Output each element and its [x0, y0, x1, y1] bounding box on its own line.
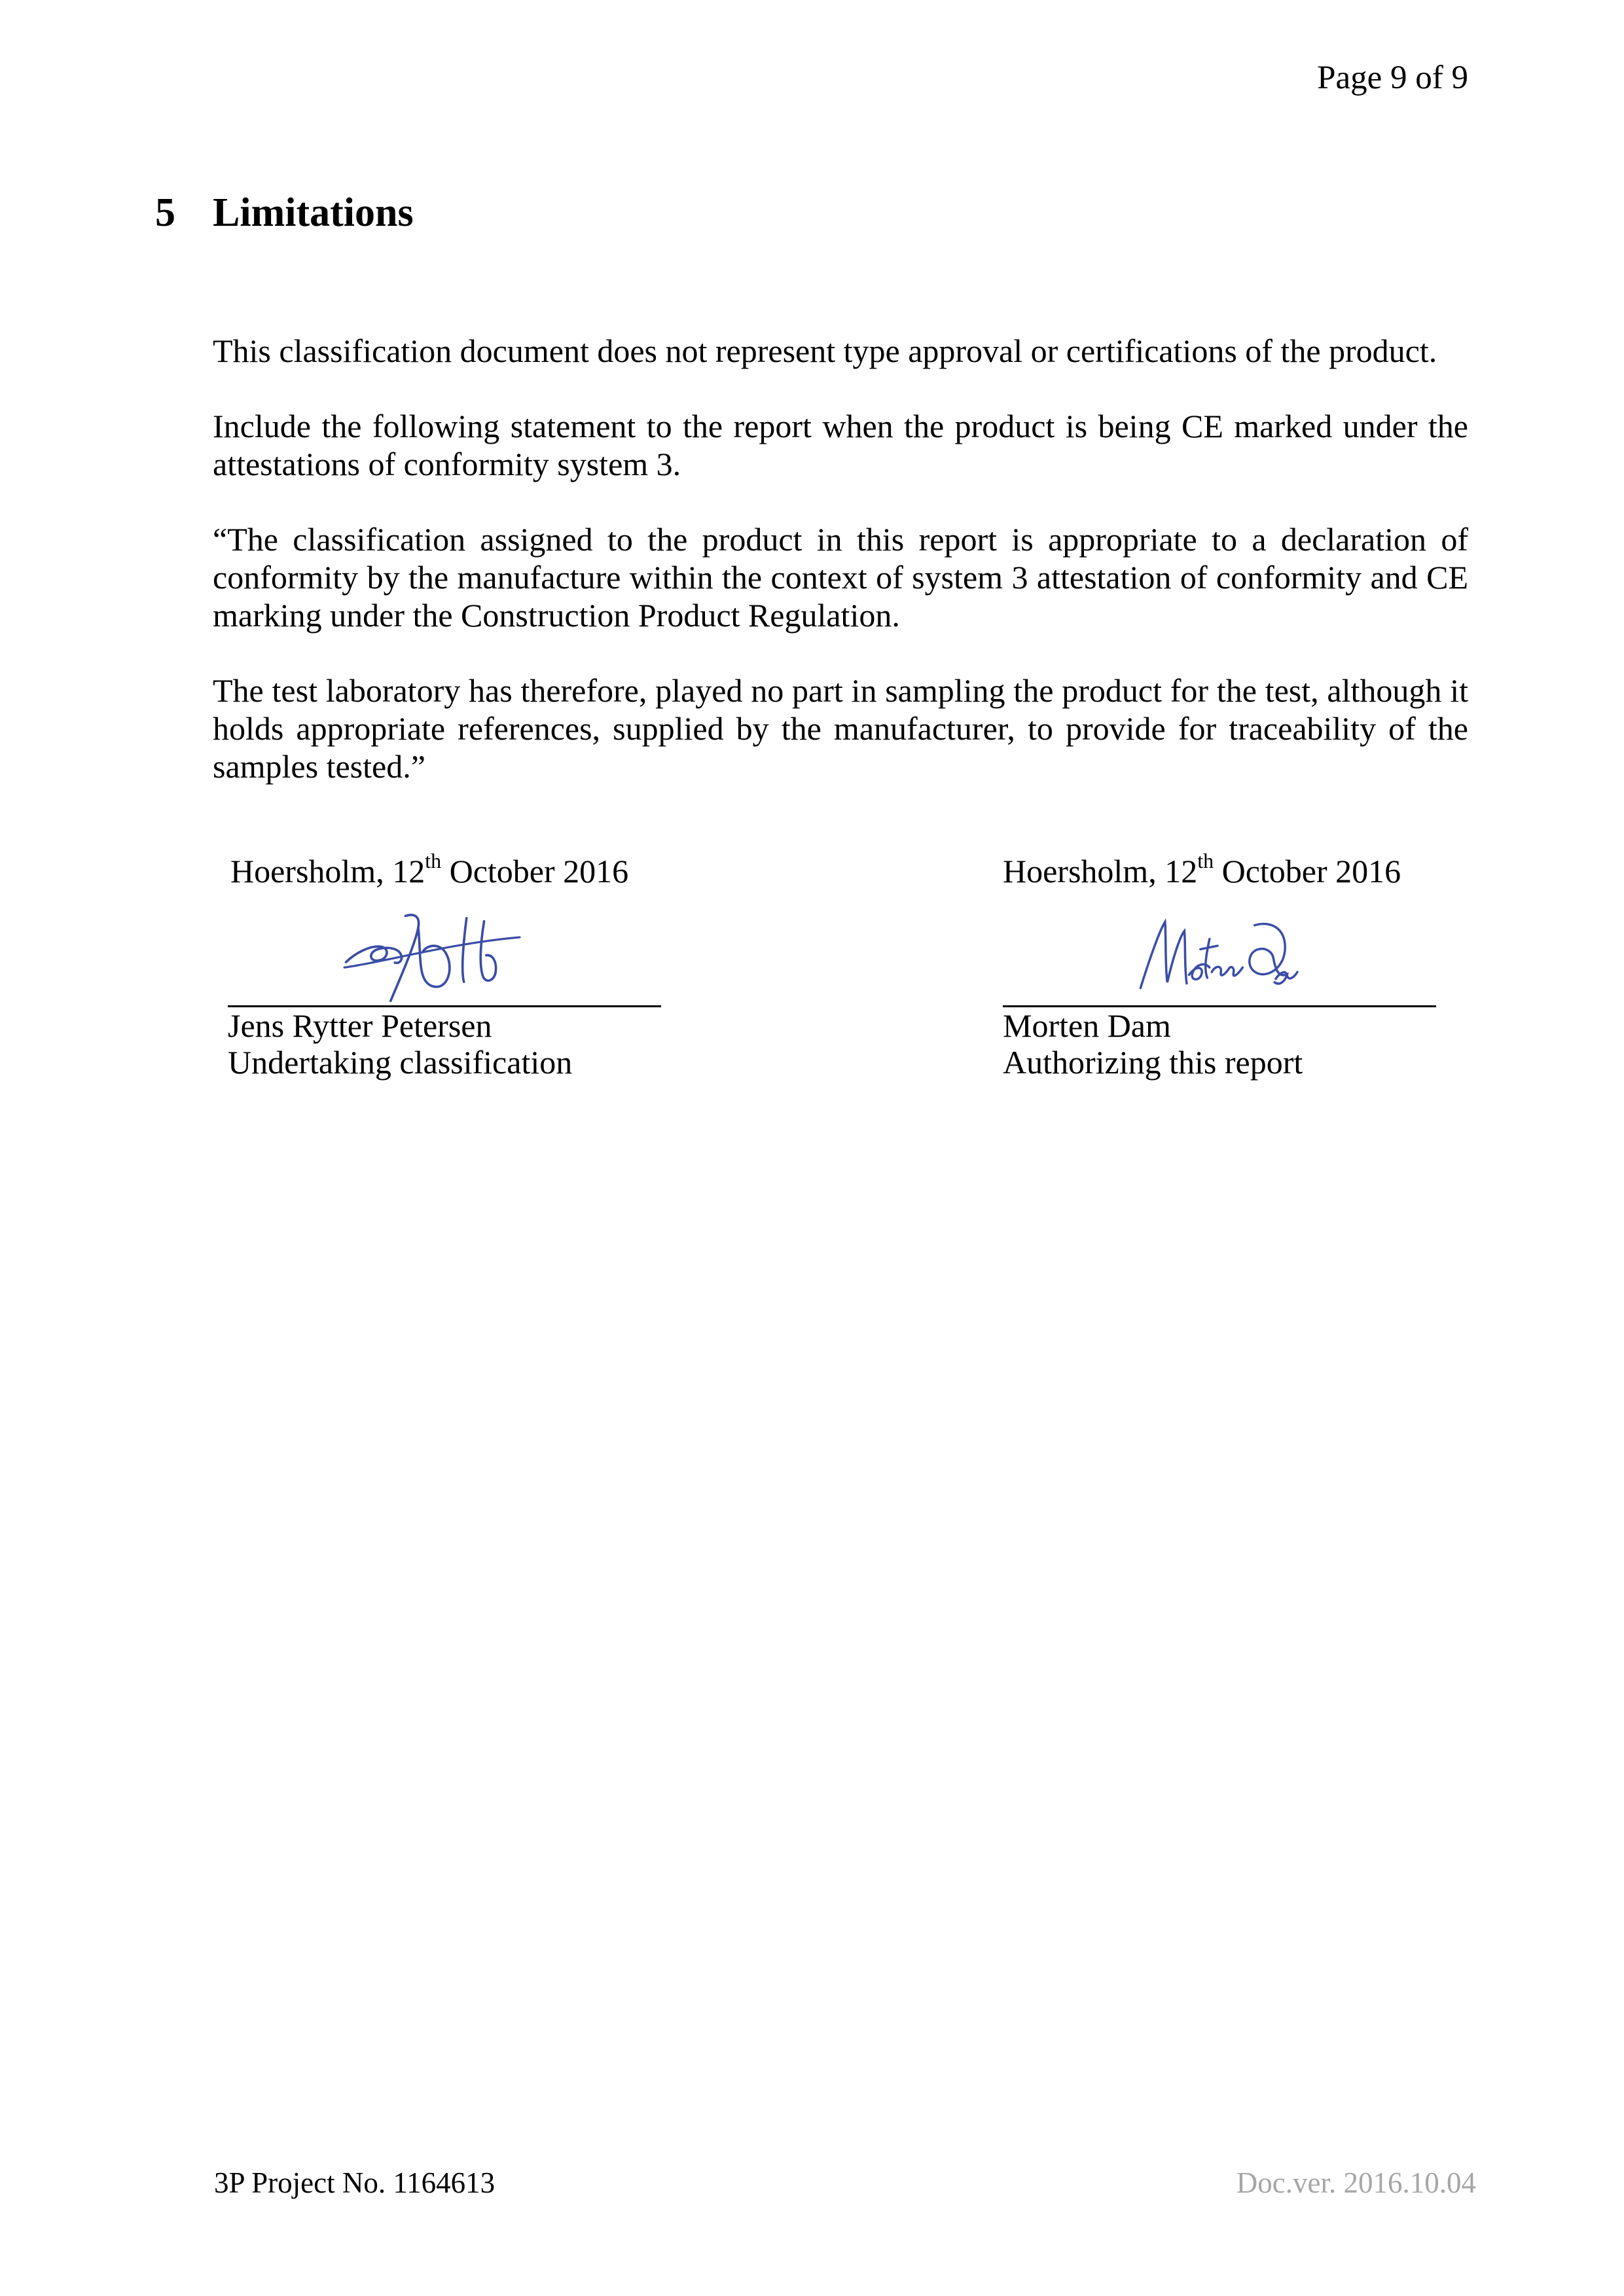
signatory-name: Morten Dam: [1003, 1007, 1171, 1044]
place-date-suffix: October 2016: [1214, 853, 1401, 889]
page-number-label: Page 9 of 9: [1317, 60, 1468, 96]
section-number: 5: [155, 190, 175, 235]
signature-area: [228, 890, 661, 1005]
footer-project-number: 3P Project No. 1164613: [214, 2166, 496, 2199]
signature-block-undertaking: [228, 849, 661, 1081]
section-title: Limitations: [213, 190, 414, 235]
place-date-prefix: Hoersholm, 12: [1003, 853, 1198, 889]
place-date-suffix: October 2016: [441, 853, 629, 889]
signature-block-authorizing: [1003, 849, 1436, 1081]
jens-signature-icon: [321, 912, 543, 1005]
paragraph-classification-quote: “The classification assigned to the product in this report is appropriate to a declaration of conformity by the manufacture within the context of system 3 attestation of conformity and CE marking under the Construction Product Regulation.: [213, 521, 1468, 634]
place-date: [228, 849, 661, 890]
place-date: [1003, 849, 1436, 890]
place-date-prefix: Hoersholm, 12: [230, 853, 425, 889]
signatory-role: Undertaking classification: [228, 1044, 573, 1081]
section-heading: [155, 190, 414, 236]
paragraph-no-type-approval: This classification document does not represent type approval or certifications of the product.: [213, 332, 1437, 369]
signature-area: [1003, 890, 1436, 1005]
paragraph-test-laboratory: The test laboratory has therefore, played no part in sampling the product for the test, although it holds appropriate references, supplied by the manufacturer, to provide for traceability of the samples tested.”: [213, 672, 1468, 785]
signatory-role: Authorizing this report: [1003, 1044, 1303, 1081]
ordinal-superscript: th: [425, 849, 442, 873]
signatory-name: Jens Rytter Petersen: [228, 1007, 492, 1044]
body-text: [213, 332, 1468, 823]
ordinal-superscript: th: [1197, 849, 1214, 873]
paragraph-include-statement: Include the following statement to the report when the product is being CE marked under the attestations of conformity system 3.: [213, 408, 1468, 482]
footer-doc-version: Doc.ver. 2016.10.04: [1236, 2166, 1476, 2199]
morten-signature-icon: [1126, 915, 1309, 995]
